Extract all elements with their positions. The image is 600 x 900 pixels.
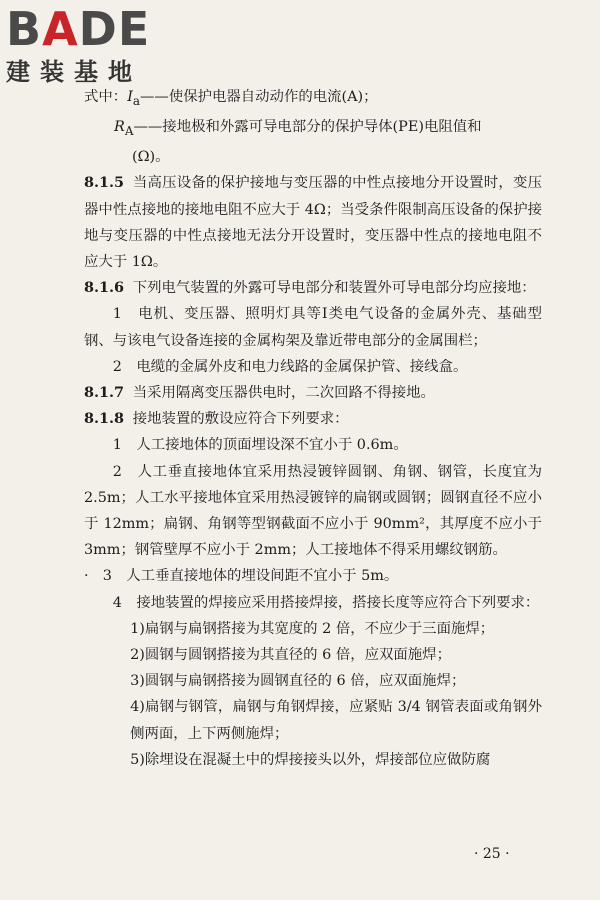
weld-item: 5)除埋设在混凝土中的焊接接头以外，焊接部位应做防腐 (130, 751, 491, 768)
section-8-1-6 (84, 275, 542, 301)
list-item (84, 563, 542, 589)
list-item (84, 432, 542, 458)
symbol-r: R (114, 119, 125, 136)
item-number: 1 (112, 437, 122, 454)
logo-chinese: 建装基地 (6, 58, 142, 86)
formula-prefix: 式中： (84, 89, 128, 105)
formula-line-2 (84, 114, 542, 144)
symbol-r-sub: A (124, 123, 134, 138)
section-8-1-7 (84, 380, 542, 406)
document-page (84, 84, 542, 773)
weld-item: 4)扁钢与钢管，扁钢与角钢焊接，应紧贴 3/4 钢管表面或角钢外侧两面，上下两侧施焊； (130, 699, 542, 742)
logo-letter-a: A (42, 2, 79, 56)
item-text: 人工垂直接地体的埋设间距不宜小于 5m。 (126, 568, 399, 585)
item-text: 接地装置的焊接应采用搭接焊接，搭接长度等应符合下列要求： (136, 594, 540, 611)
section-number: 8.1.8 (84, 410, 125, 428)
list-item (84, 590, 542, 616)
section-number: 8.1.5 (84, 174, 125, 192)
section-8-1-8 (84, 406, 542, 432)
logo-letters-de: DE (78, 2, 151, 56)
formula-line-1 (84, 84, 542, 114)
item-text: 人工接地体的顶面埋设深不宜小于 0.6m。 (136, 437, 408, 454)
item-number: 2 (112, 463, 122, 480)
symbol-i: I (127, 89, 133, 105)
logo-wordmark (6, 4, 186, 54)
section-text: 当采用隔离变压器供电时，二次回路不得接地。 (132, 384, 435, 401)
weld-item: 1)扁钢与扁钢搭接为其宽度的 2 倍，不应少于三面施焊； (130, 620, 495, 637)
item-text: 电机、变压器、照明灯具等Ⅰ类电气设备的金属外壳、基础型钢、与该电气设备连接的金属构架及靠近带电部分的金属围栏； (84, 306, 542, 349)
item-number: 1 (112, 306, 122, 323)
formula-def-2: ——接地极和外露可导电部分的保护导体(PE)电阻值和 (133, 119, 482, 136)
logo-letter-b: B (6, 2, 43, 56)
margin-mark: · (84, 568, 89, 585)
list-item (84, 301, 542, 353)
brand-logo (6, 4, 186, 87)
section-8-1-5 (84, 170, 542, 275)
item-number: 2 (112, 358, 122, 375)
weld-item: 3)圆钢与扁钢搭接为圆钢直径的 6 倍，应双面施焊； (130, 673, 466, 690)
formula-line-3: (Ω)。 (132, 149, 170, 166)
item-number: 3 (102, 568, 112, 585)
list-item (84, 459, 542, 564)
formula-def-1: ——使保护电器自动动作的电流(A)； (140, 89, 378, 105)
section-text: 当高压设备的保护接地与变压器的中性点接地分开设置时，变压器中性点接地的接地电阻不应大于 4Ω；当受条件限制高压设备的保护接地与变压器的中性点接地无法分开设置时，变压器中性点的接地电阻不应大于 1Ω。 (84, 175, 542, 270)
weld-item: 2)圆钢与圆钢搭接为其直径的 6 倍，应双面施焊； (130, 647, 451, 664)
item-number: 4 (112, 594, 122, 611)
list-item (84, 354, 542, 380)
item-text: 电缆的金属外皮和电力线路的金属保护管、接线盒。 (136, 358, 468, 375)
section-text: 接地装置的敷设应符合下列要求： (132, 411, 349, 428)
section-text: 下列电气装置的外露可导电部分和装置外可导电部分均应接地： (132, 280, 536, 297)
section-number: 8.1.6 (84, 279, 125, 297)
symbol-i-sub: a (132, 93, 141, 108)
item-text: 人工垂直接地体宜采用热浸镀锌圆钢、角钢、钢管，长度宜为 2.5m；人工水平接地体宜采用热浸镀锌的扁钢或圆钢；圆钢直径不应小于 12mm；扁钢、角钢等型钢截面不应小于 90mm²，其厚度不应小于 3mm；钢管壁厚不应小于 2mm；人工接地体不得采用螺纹钢筋。 (84, 463, 542, 559)
page-number: · 25 · (474, 846, 510, 862)
section-number: 8.1.7 (84, 383, 125, 401)
